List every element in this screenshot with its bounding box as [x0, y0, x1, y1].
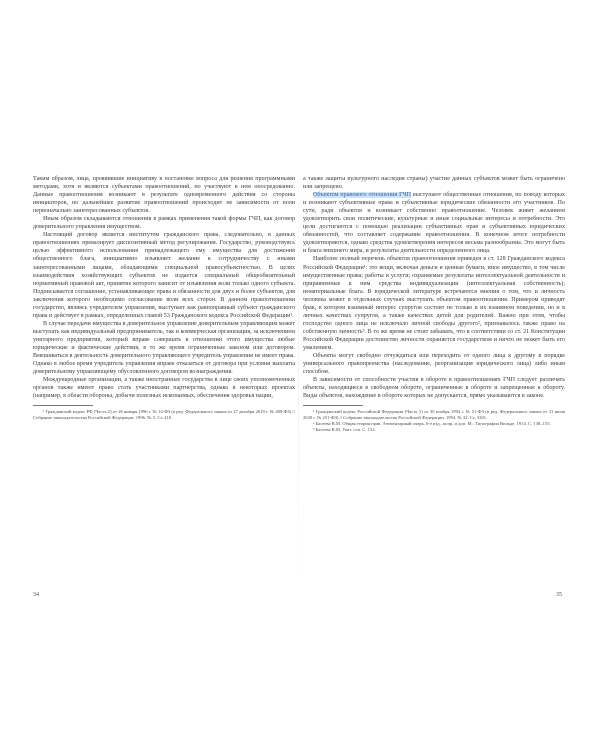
left-paragraph-4: В случае передачи имущества в доверительное управление доверительным управляющим может выступать как индивидуальный предприниматель, так и коммерческая организация, за исключением унитарного предприятия, который вправе совершать в отношении этого имущества любые юридические и фактические действия, в то же время ограниченные законом или договором. Вмешиваться в деятельность доверительного управляющего учредитель управления не имеет права. Однако в любое время учредитель управления вправе отказаться от договора при условии выплаты доверительному управляющему обусловленного договором вознаграждения.	[33, 320, 295, 376]
footnote-divider	[303, 405, 363, 406]
right-paragraph-2-text: выступают общественные отношения, по поводу которых и возникают субъективные права и субъективные юридические обязанности его участников. По сути, ради объектов и возникает собственно правоотношение. Человек живет желанием удовлетворить свои политические, культурные и иные социальные интересы и потребности. Это цели достигаются с помощью реализации субъективных прав и субъективных юридических обязанностей, что составляет содержание правоотношения. В конечном итоге потребности удовлетворяются, однако средства удовлетворения интересов весьма разнообразны. Это могут быть и блага внешнего мира, и результаты деятельности определенного лица.	[303, 192, 565, 255]
left-paragraph-2: Иным образом складываются отношения в рамках применения такой формы ГЧП, как договор доверительного управления имуществом.	[33, 216, 295, 231]
right-paragraph-2	[303, 191, 565, 255]
right-footnote-2: ² Басеева В.М. Общая теория прав. Элементарный очерк. 6-е изд., испр. и доп. М.: Типография Вильде, 1914. С. 138–155.	[313, 421, 551, 427]
left-page	[33, 175, 295, 421]
right-page	[303, 175, 565, 433]
right-paragraph-3: Наиболее полный перечень объектов правоотношения приведен в ст. 128 Гражданского кодекса Российской Федерации¹: это вещи, включая деньги и ценные бумаги, иное имущество, в том числе имущественные права; работы и услуги; охраняемые результаты интеллектуальной деятельности и приравненные к ним средства индивидуализации (интеллектуальная собственность); нематериальные блага. В юридической литературе встречаются мнения о том, что и личность человека может в отдельных случаях выступать объектом правоотношения. Примером приводят брак, в котором взаимный интерес супругов состоит не только в их взаимном поведении, но и в личных качествах супругов, а также качествах детей для родителей. Важно при этом, чтобы господство одного лица не исключало личной свободы другого², признавалось также право на собственную личность³. В то же время не стоит забывать, что в соответствии со ст. 21 Конституции Российской Федерации достоинство личности охраняется государством и ничто не может быть его умалением.	[303, 256, 565, 351]
right-footnotes	[303, 409, 565, 433]
right-footnote-1: ¹ Гражданский кодекс Российской Федерации (Часть 1) от 30 ноября 1994 г. № 51-ФЗ (в ред. Федерального закона от 31 июля 2020 г. № 251-ФЗ) // Собрание законодательства Российской Федерации. 1994. № 32. Ст. 3301.	[303, 409, 565, 421]
right-footnote-3: ³ Басеева В.М. Указ. соч. С. 152.	[313, 427, 376, 433]
right-paragraph-1: а также защиты культурного наследия страны) участие данных субъектов может быть ограничено или запрещено.	[303, 176, 565, 191]
left-paragraph-5: Международные организации, а также иностранные государства в лице своих уполномоченных органов также имеют право стать участниками партнерства, однако в некоторых проектах (например, в области обороны, добычи полезных ископаемых, обеспечения здоровья нации,	[33, 377, 295, 400]
page-number-right: 35	[556, 592, 562, 598]
left-footnote-1: ¹ Гражданский кодекс РФ (Часть 2) от 26 января 1996 г. № 14-ФЗ (в ред. Федерального закона от 27 декабря 2019 г. № 489-ФЗ) // Собрание законодательства Российской Федерации. 1996. № 5. Ст. 410.	[33, 409, 295, 421]
left-paragraph-3: Настоящий договор является институтом гражданского права, следовательно, в данных правоотношениях превалирует диспозитивный метод регулирования. Государство, руководствуясь целью эффективного использования принадлежащего ему имущества для достижения общественного блага, инициативно изъявляет желание к сотрудничеству с иными заинтересованными лицами, обладающими специальной правосубъектностью. В целях взаимодействия хозяйствующих субъектов не издается специальный общеобязательный нормативный правовой акт, принятие которого зависит от изъявления воли только одного субъекта. Подписывается соглашение, устанавливающее права и обязанности для двух и более субъектов, для заключения которого необходимо согласование воли всех сторон. В данном правоотношении государство, являясь учредителем управления, выступает как равноправный субъект гражданского права и действует в рамках, определенных главой 53 Гражданского кодекса Российской Федерации¹.	[33, 232, 295, 319]
highlighted-term: Объектом правового отношения ГЧП	[313, 192, 411, 199]
page-gutter	[298, 150, 299, 600]
left-footnotes	[33, 409, 295, 421]
footnote-divider	[33, 405, 93, 406]
right-paragraph-4: Объекты могут свободно отчуждаться или переходить от одного лица к другому в порядке универсального правопреемства (наследование, реорганизация юридического лица) либо иным способом.	[303, 353, 565, 376]
right-paragraph-5: В зависимости от способности участия в обороте в правоотношениях ГЧП следует различать объекты, находящиеся в свободном обороте, ограниченные в обороте и запрещенные к обороту. Виды объектов, нахождение в обороте которых не допускается, прямо указываются в законе.	[303, 377, 565, 400]
page-number-left: 34	[33, 592, 39, 598]
left-paragraph-1: Таким образом, лица, проявившие инициативу в постановке вопроса для решения программными методами, хотя и являются субъектами правоотношений, но участвуют в нем опосредованно. Данные правоотношения возникают в результате одновременного действия со стороны инициаторов, но дальнейшее развитие правоотношений происходит не зависимости от воли первоначально заинтересованных субъектов.	[33, 176, 295, 215]
